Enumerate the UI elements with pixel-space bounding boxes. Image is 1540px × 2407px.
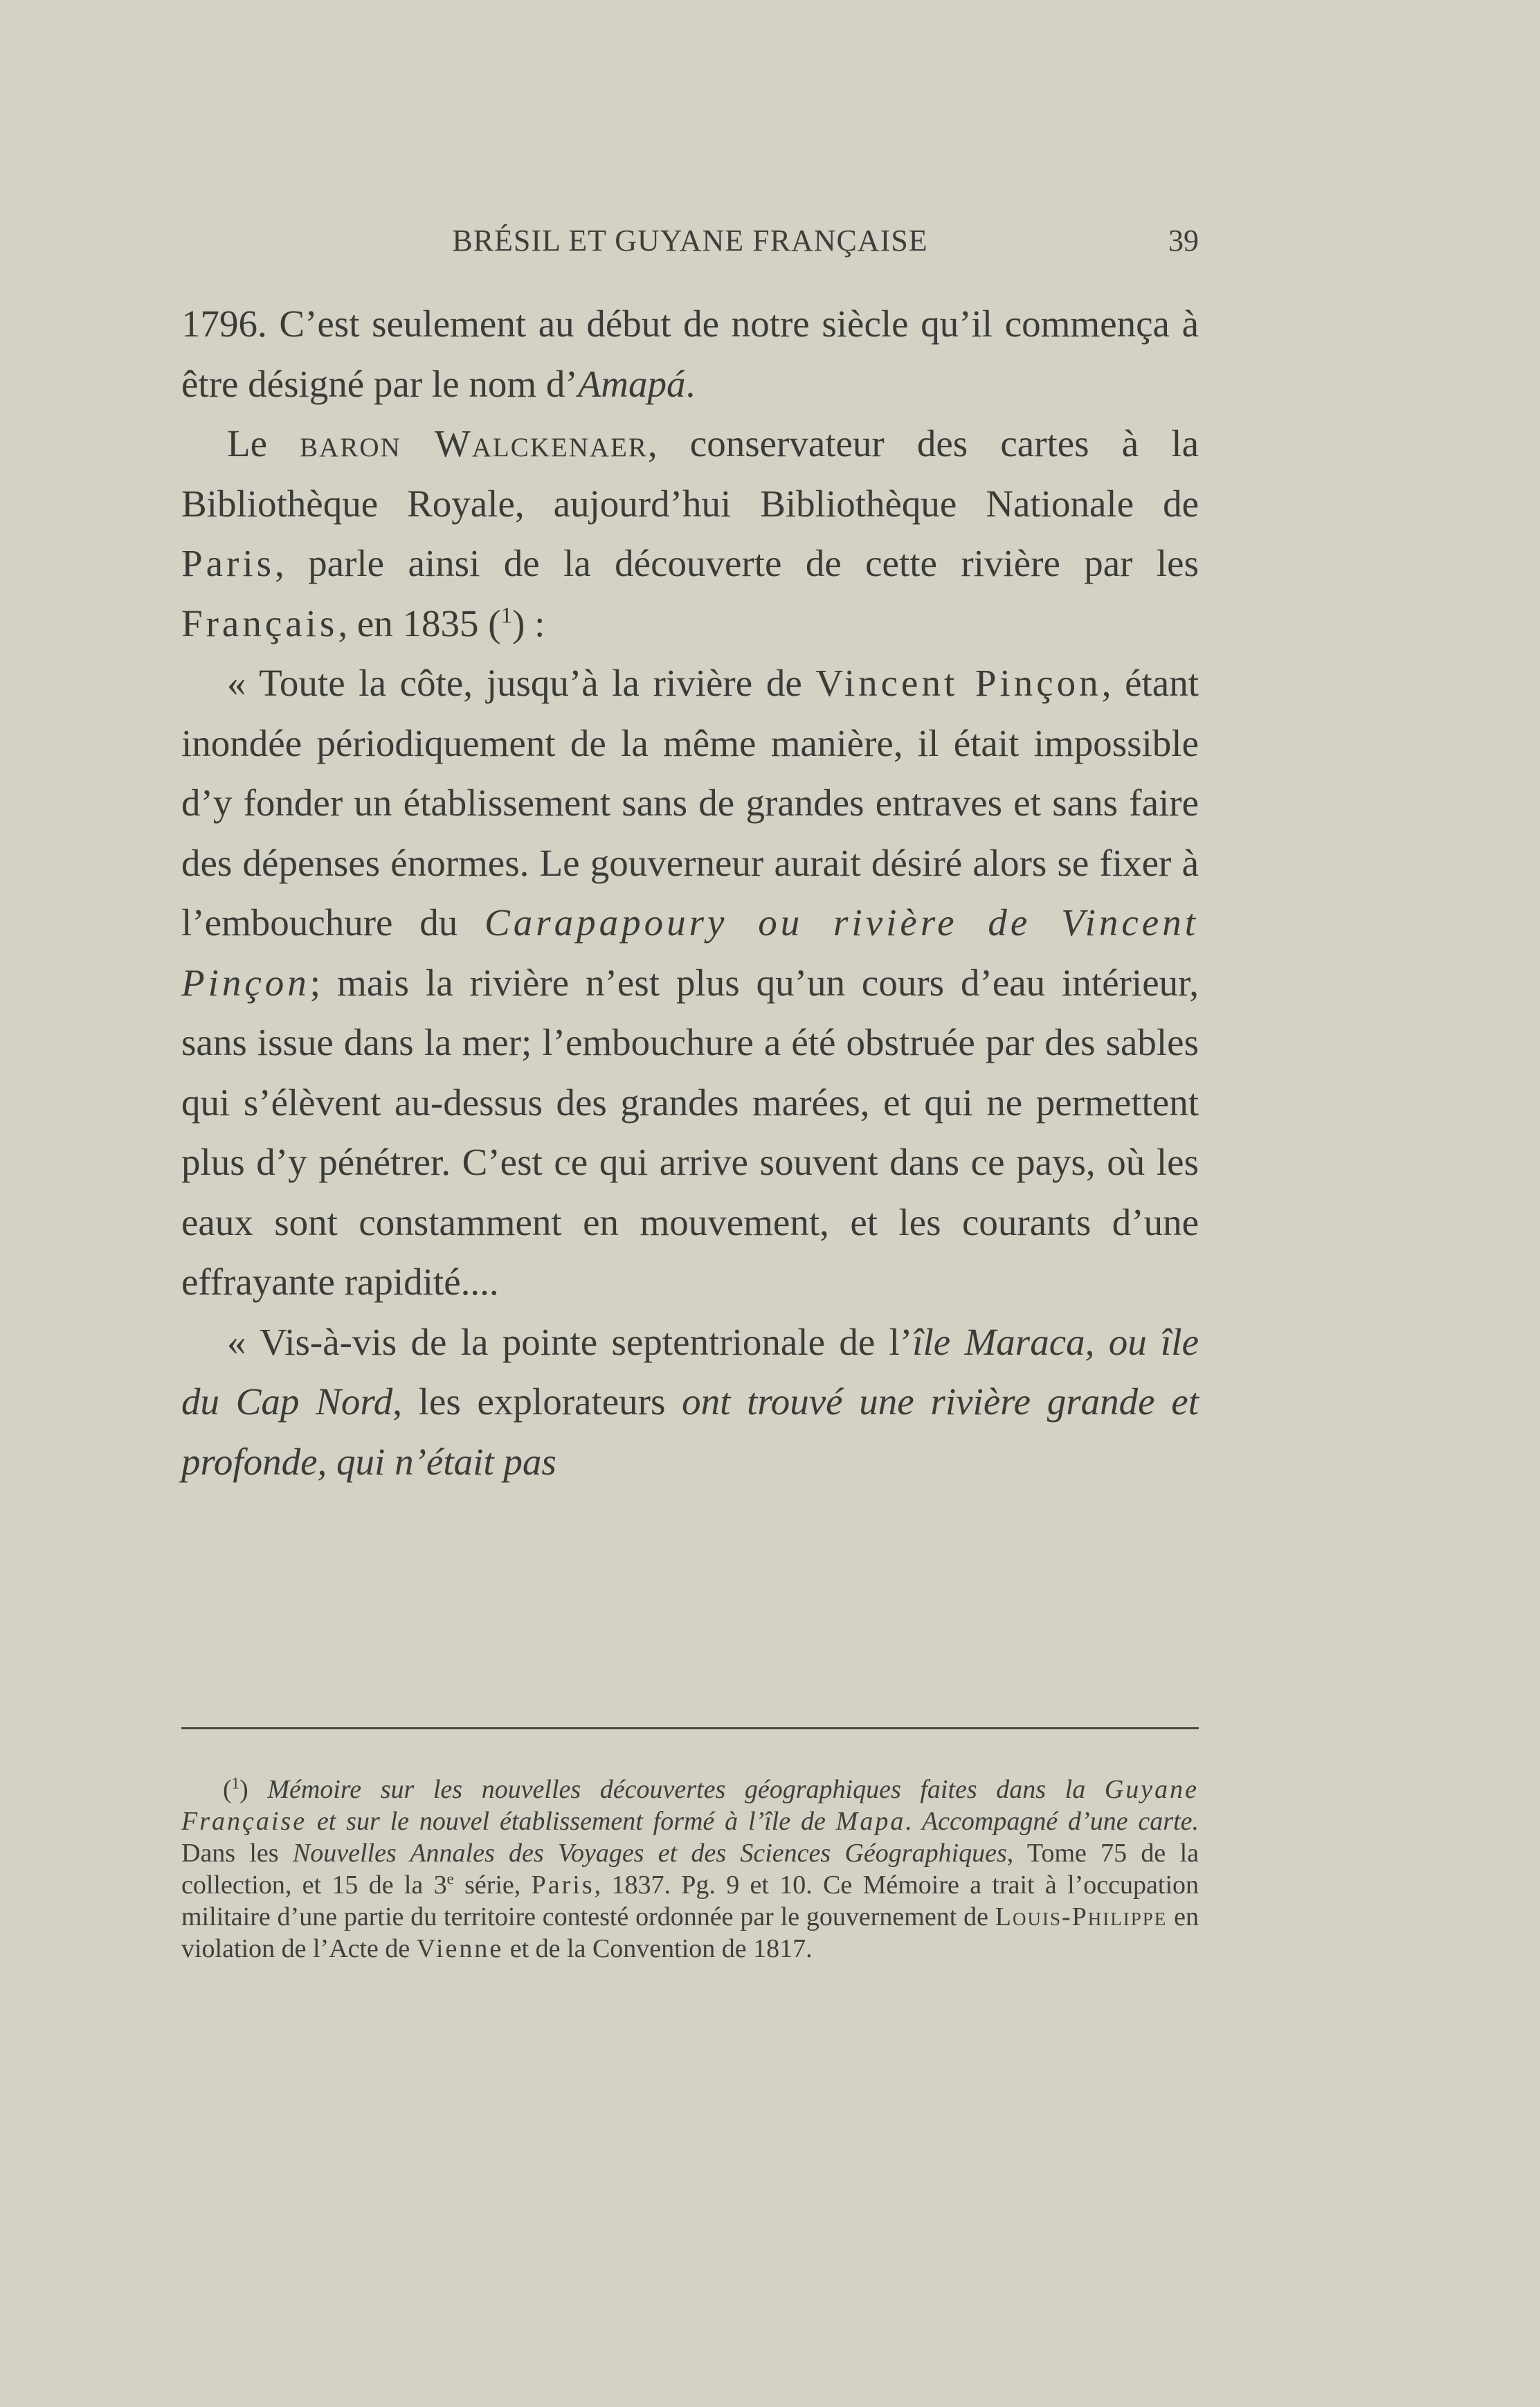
p1-amapa: Amapá (577, 362, 686, 405)
fn-close: ) (239, 1775, 268, 1804)
p4-maraca: île Maraca, ou île du Cap Nord (181, 1320, 1199, 1423)
paragraph-4 (181, 1313, 1199, 1493)
p4-text-a: « Vis-à-vis de la pointe septentrionale de l’ (227, 1320, 913, 1363)
fn-vienne: Vienne (416, 1934, 504, 1963)
fn-text-m: série, (453, 1870, 532, 1900)
p1-end: . (685, 362, 696, 405)
fn-serie-sup: e (446, 1870, 454, 1888)
p2-text-g: , en 1835 ( (338, 602, 501, 644)
p3-carapapoury: Carapapoury ou rivière de Vincent Pinçon (181, 901, 1199, 1004)
p3-text-a: « Toute la côte, jusqu’à la rivière de (227, 662, 816, 704)
p2-text-i: ) : (512, 602, 545, 644)
fn-text-q: en violation de l’Acte de (181, 1902, 1199, 1963)
fn-title-c: . Accompagné d’une carte. (905, 1807, 1199, 1836)
body-text (181, 294, 1199, 1492)
fn-title-b: et sur le nouvel établissement formé à l’île de (307, 1807, 836, 1836)
p3-text-c: , étant inondée périodiquement de la même manière, il était impossible d’y fonder un établissement sans de grandes entraves et sans faire des dépenses énormes. Le gouverneur aurait désiré alors se fixer à l’embouchure du (181, 662, 1199, 944)
paragraph-1 (181, 294, 1199, 414)
fn-paris: Paris (531, 1870, 595, 1900)
fn-text-s: et de la Convention de 1817. (503, 1934, 813, 1963)
fn-text-k: , Tome 75 de la collection, et 15 de la 3 (181, 1839, 1199, 1900)
paragraph-3 (181, 653, 1199, 1313)
p4-italic-quote: ont trouvé une rivière grande et profonde, qui n’était pas (181, 1380, 1199, 1483)
fn-mapa: Mapa (835, 1807, 906, 1836)
running-head (181, 223, 1199, 264)
p1-text: 1796. C’est seulement au début de notre siècle qu’il commença à être désigné par le nom d’ (181, 303, 1199, 405)
footnote-rule (181, 1727, 1199, 1729)
p2-author: baron Walckenaer (300, 422, 648, 465)
footnote (181, 1774, 1199, 1965)
p2-footnote-ref: 1 (500, 603, 513, 629)
fn-louis-philippe: Louis-Philippe (995, 1902, 1168, 1931)
fn-guyane: Guyane Française (181, 1775, 1199, 1836)
paragraph-2 (181, 414, 1199, 653)
fn-annales: Nouvelles Annales des Voyages et des Sciences Géographiques (292, 1839, 1007, 1868)
p2-francais: Français (181, 602, 338, 644)
running-title: BRÉSIL ET GUYANE FRANÇAISE (452, 224, 928, 258)
fn-text-i: Dans les (181, 1839, 293, 1868)
footnote-text (181, 1774, 1199, 1965)
fn-text-o: , 1837. Pg. 9 et 10. Ce Mémoire a trait à l’occupation militaire d’une partie du territoire contesté ordonnée par le gouvernement de (181, 1870, 1199, 1931)
p3-vincent-pincon: Vincent Pinçon (815, 662, 1102, 704)
p4-text-c: , les explorateurs (392, 1380, 682, 1423)
fn-title-a: Mémoire sur les nouvelles découvertes géographiques faites dans la (267, 1775, 1105, 1804)
p3-text-e: ; mais la rivière n’est plus qu’un cours d’eau intérieur, sans issue dans la mer; l’embouchure a été obstruée par des sables qui s’élèvent au-dessus des grandes marées, et qui ne permettent plus d’y pénétrer. C’est ce qui arrive souvent dans ce pays, où les eaux sont constamment en mouvement, et les courants d’une effrayante rapidité.... (181, 961, 1199, 1303)
page-number: 39 (1168, 224, 1199, 258)
p2-paris: Paris (181, 542, 275, 584)
fn-number: 1 (231, 1774, 240, 1792)
p2-text-e: , parle ainsi de la découverte de cette rivière par les (275, 542, 1199, 584)
p2-text-a: Le (227, 422, 300, 465)
p2-text-c: , conservateur des cartes à la Bibliothèque Royale, aujourd’hui Bibliothèque Nationale de (181, 422, 1199, 525)
fn-open: ( (223, 1775, 232, 1804)
